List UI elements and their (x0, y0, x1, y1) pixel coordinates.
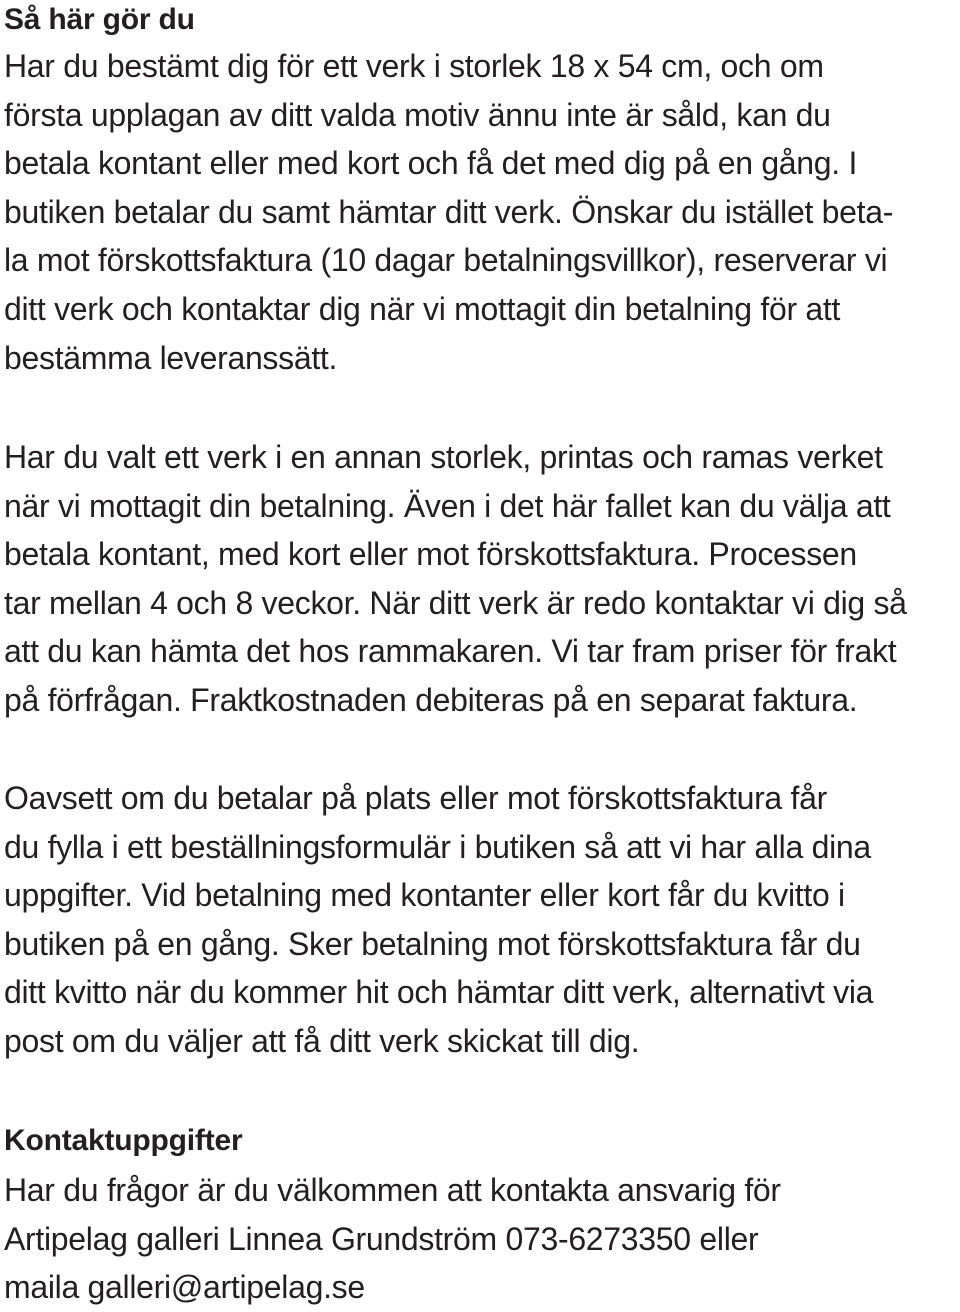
paragraph-line: ditt kvitto när du kommer hit och hämtar ditt verk, alternativt via (4, 974, 874, 1011)
paragraph-line: Oavsett om du betalar på plats eller mot förskottsfaktura får (4, 780, 827, 816)
contact-email-line: maila galleri@artipelag.se (4, 1269, 365, 1306)
paragraph-line: tar mellan 4 och 8 veckor. När ditt verk är redo kontaktar vi dig så (4, 584, 907, 621)
heading-contact: Kontaktuppgifter (4, 1124, 243, 1157)
paragraph-purchase-info (4, 42, 893, 382)
paragraph-line: ditt verk och kontaktar dig när vi mottagit din betalning för att (4, 290, 841, 327)
paragraph-line: post om du väljer att få ditt verk skickat till dig. (4, 1022, 640, 1059)
paragraph-line: betala kontant eller med kort och få det med dig på en gång. I (4, 145, 858, 182)
paragraph-order-form (4, 774, 873, 1066)
paragraph-line: butiken på en gång. Sker betalning mot förskottsfaktura får du (4, 925, 861, 962)
paragraph-line: när vi mottagit din betalning. Även i det här fallet kan du välja att (4, 487, 891, 524)
contact-line: Artipelag galleri Linnea Grundström 073-6273350 eller (4, 1220, 759, 1257)
paragraph-line: bestämma leveranssätt. (4, 339, 338, 376)
contact-info (4, 1166, 781, 1312)
paragraph-line: uppgifter. Vid betalning med kontanter eller kort får du kvitto i (4, 877, 845, 914)
paragraph-other-size (4, 433, 907, 725)
heading-how-to: Så här gör du (4, 3, 195, 36)
paragraph-line: betala kontant, med kort eller mot förskottsfaktura. Processen (4, 536, 857, 573)
paragraph-line: du fylla i ett beställningsformulär i butiken så att vi har alla dina (4, 828, 871, 865)
contact-line: Har du frågor är du välkommen att kontakta ansvarig för (4, 1172, 781, 1208)
paragraph-line: att du kan hämta det hos rammakaren. Vi tar fram priser för frakt (4, 633, 897, 670)
paragraph-line: la mot förskottsfaktura (10 dagar betalningsvillkor), reserverar vi (4, 242, 888, 279)
paragraph-line: butiken betalar du samt hämtar ditt verk. Önskar du istället beta- (4, 193, 894, 230)
paragraph-line: på förfrågan. Fraktkostnaden debiteras på en separat faktura. (4, 681, 858, 718)
paragraph-line: Har du bestämt dig för ett verk i storlek 18 x 54 cm, och om (4, 48, 824, 84)
paragraph-line: Har du valt ett verk i en annan storlek, printas och ramas verket (4, 439, 883, 475)
paragraph-line: första upplagan av ditt valda motiv ännu inte är såld, kan du (4, 96, 831, 133)
